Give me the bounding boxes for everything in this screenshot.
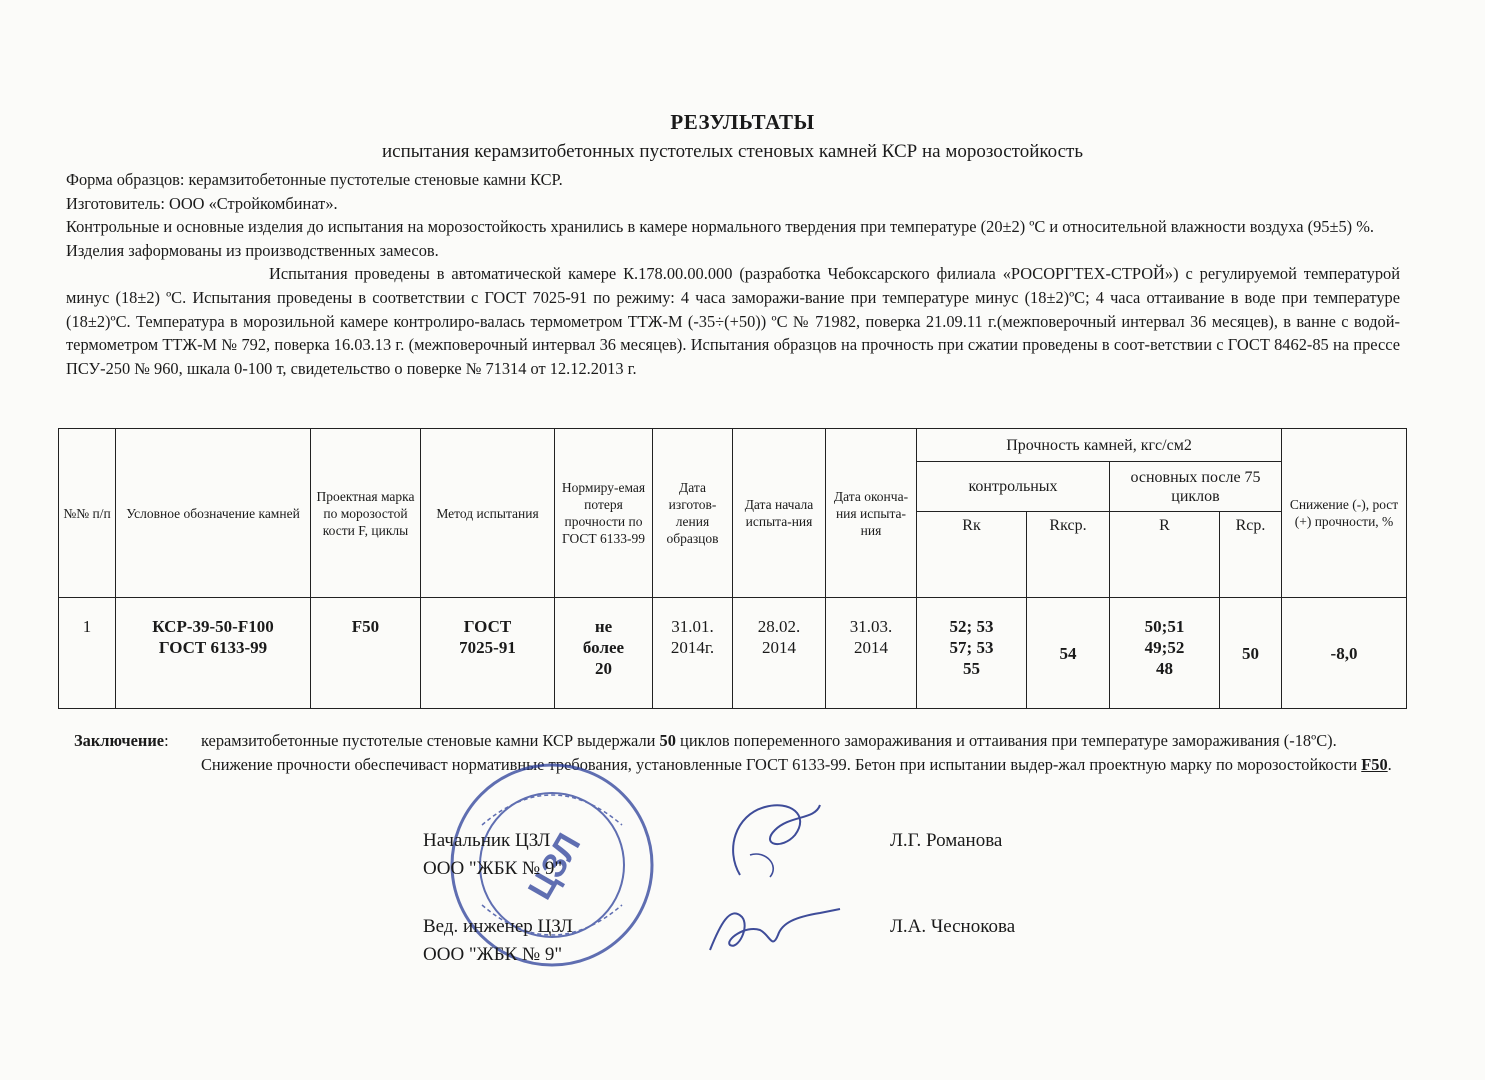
head-signature xyxy=(720,795,830,880)
storage-paragraph: Контрольные и основные изделия до испытания на морозостойкость хранились в камере нормального твердения при температуре (20±2) ºС и относительной влажности воздуха (95±5) %. xyxy=(66,217,1374,237)
rk-line-2: 57; 53 xyxy=(949,638,994,657)
norm-line-1: не xyxy=(594,617,613,636)
made-date-line-2: 2014г. xyxy=(670,638,715,657)
conclusion-summary: Снижение прочности обеспечиваcт нормативные требования, установленные ГОСТ 6133-99. Бетон при испытании выдер-жал проектную марку по морозостойкости F50. xyxy=(201,754,1392,774)
col-grade-header: Проектная марка по морозостой кости F, циклы xyxy=(311,429,421,598)
cell-rk xyxy=(917,598,1027,709)
rk-line-1: 52; 53 xyxy=(949,617,994,636)
col-change-header: Снижение (-), рост (+) прочности, % xyxy=(1282,429,1407,598)
head-name: Л.Г. Романова xyxy=(890,830,1003,851)
document-subtitle: испытания керамзитобетонных пустотелых стеновых камней КСР на морозостойкость xyxy=(381,141,1084,162)
col-norm-loss-header: Нормиру-емая потеря прочности по ГОСТ 6133-99 xyxy=(555,429,653,598)
conclusion-label: Заключение: xyxy=(74,731,169,750)
intro-section xyxy=(66,168,1400,380)
cell-end-date xyxy=(826,598,917,709)
col-rav-header: Rср. xyxy=(1220,512,1282,598)
engineer-signature xyxy=(700,895,850,960)
engineer-name: Л.А. Чеснокова xyxy=(890,916,1016,937)
rk-line-3: 55 xyxy=(963,659,980,678)
col-r-header: R xyxy=(1110,512,1220,598)
main-group-header: основных после 75 циклов xyxy=(1110,462,1282,512)
col-end-date-header: Дата оконча-ния испыта-ния xyxy=(826,429,917,598)
conclusion-body xyxy=(201,729,1404,776)
cell-rav: 50 xyxy=(1220,598,1282,709)
sample-form-line: Форма образцов: керамзитобетонные пустотелые стеновые камни КСР. xyxy=(66,170,563,189)
cell-rkav: 54 xyxy=(1027,598,1110,709)
made-date-line-1: 31.01. xyxy=(671,617,714,636)
document-title: РЕЗУЛЬТАТЫ xyxy=(670,110,815,134)
end-date-line-1: 31.03. xyxy=(849,617,893,636)
method-line-1: ГОСТ xyxy=(463,617,512,636)
end-date-line-2: 2014 xyxy=(854,638,888,657)
col-designation-header: Условное обозначение камней xyxy=(116,429,311,598)
norm-line-2: более xyxy=(582,638,625,657)
col-method-header: Метод испытания xyxy=(421,429,555,598)
cell-norm-loss xyxy=(555,598,653,709)
cell-made-date xyxy=(653,598,733,709)
cell-r xyxy=(1110,598,1220,709)
cell-method xyxy=(421,598,555,709)
conclusion-result: керамзитобетонные пустотелые стеновые камни КСР выдержали 50 циклов попеременного замораживания и оттаивания при температуре замораживания (-18ºС). xyxy=(201,731,1337,750)
col-made-date-header: Дата изготов-ления образцов xyxy=(653,429,733,598)
start-date-line-2: 2014 xyxy=(762,638,796,657)
cell-grade: F50 xyxy=(311,598,421,709)
r-line-2: 49;52 xyxy=(1144,638,1185,657)
start-date-line-1: 28.02. xyxy=(757,617,801,636)
cell-designation xyxy=(116,598,311,709)
table-row xyxy=(59,598,1407,709)
col-rk-header: Rк xyxy=(917,512,1027,598)
frost-grade: F50 xyxy=(1361,754,1388,774)
test-conditions-paragraph: Испытания проведены в автоматической камере К.178.00.00.000 (разработка Чебоксарского филиала «РОСОРГТЕХ-СТРОЙ») с регулируемой температурой минус (18±2) ºС. Испытания проведены в соответствии с ГОСТ 7025-91 по режиму: 4 часа заморажи-вание при температуре минус (18±2)ºС; 4 часа оттаивание в воде при температуре (18±2)ºС. Температура в морозильной камере контролиро-валась термометром ТТЖ-М (-35÷(+50)) ºС № 71982, поверка 21.09.11 г.(межповерочный интервал 36 месяцев), в ванне с водой-термометром ТТЖ-М № 792, поверка 16.03.13 г. (межповерочный интервал 36 месяцев). Испытания образцов на прочность при сжатии проведены в соот-ветствии с ГОСТ 8462-85 на прессе ПСУ-250 № 960, шкала 0-100 т, свидетельство о поверке № 71314 от 12.12.2013 г. xyxy=(66,264,1400,378)
control-group-header: контрольных xyxy=(917,462,1110,512)
cell-change: -8,0 xyxy=(1282,598,1407,709)
r-line-1: 50;51 xyxy=(1144,617,1185,636)
designation-line-2: ГОСТ 6133-99 xyxy=(158,638,268,657)
head-org: ООО "ЖБК № 9" xyxy=(423,858,563,879)
cycles-count: 50 xyxy=(659,731,676,750)
r-line-3: 48 xyxy=(1156,659,1173,678)
engineer-org: ООО "ЖБК № 9" xyxy=(423,944,563,965)
cell-num: 1 xyxy=(59,598,116,709)
col-num-header: №№ п/п xyxy=(59,429,116,598)
method-line-2: 7025-91 xyxy=(459,638,516,657)
conclusion-section xyxy=(74,729,1404,776)
results-table xyxy=(58,428,1407,709)
stamp-center-text: ЦЗЛ xyxy=(520,827,589,906)
col-start-date-header: Дата начала испыта-ния xyxy=(733,429,826,598)
norm-line-3: 20 xyxy=(595,659,612,678)
cell-start-date xyxy=(733,598,826,709)
strength-group-header: Прочность камней, кгс/см2 xyxy=(917,429,1282,462)
designation-line-1: КСР-39-50-F100 xyxy=(152,617,274,636)
col-rkav-header: Rкср. xyxy=(1027,512,1110,598)
molding-line: Изделия заформованы из производственных замесов. xyxy=(66,240,439,260)
engineer-title: Вед. инженер ЦЗЛ xyxy=(423,916,573,937)
manufacturer-line: Изготовитель: ООО «Стройкомбинат». xyxy=(66,193,338,213)
head-title: Начальник ЦЗЛ xyxy=(423,830,551,851)
